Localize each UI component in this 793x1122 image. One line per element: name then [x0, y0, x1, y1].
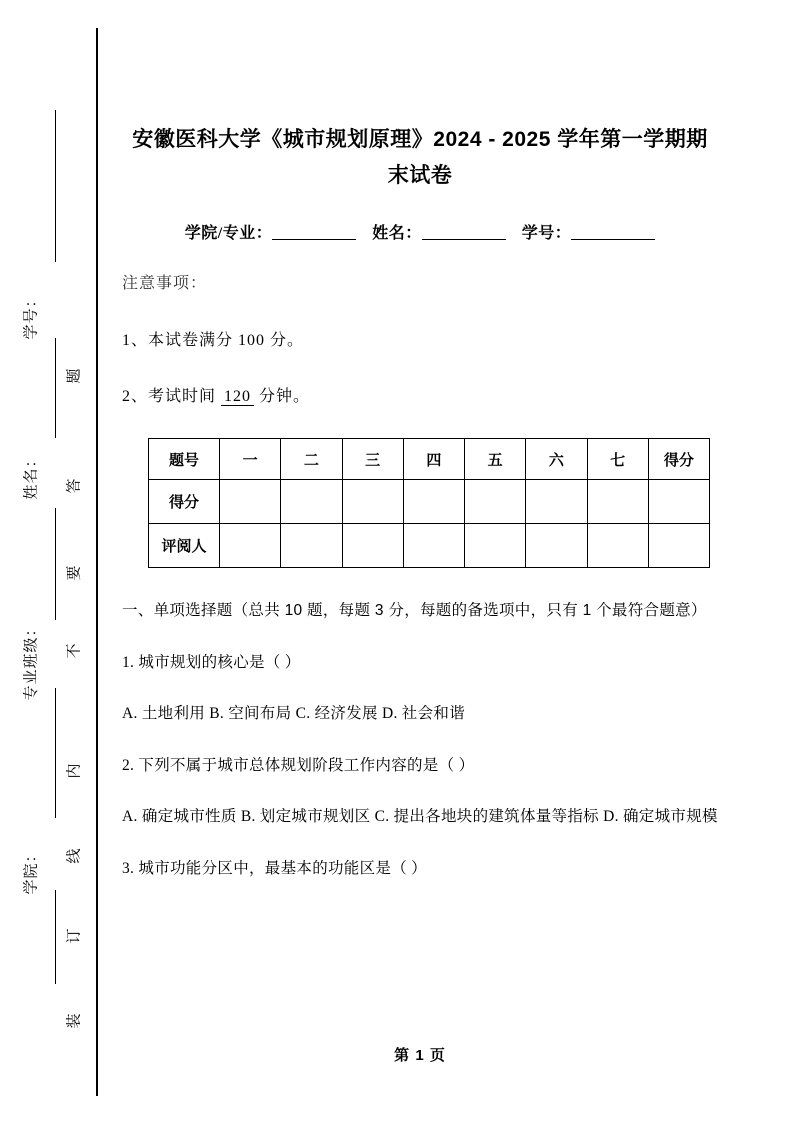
student-id-label: 学号：: [521, 225, 572, 242]
score-table-col-header: 三: [342, 439, 403, 480]
score-table-row-header: 得分: [149, 480, 220, 524]
score-table-cell[interactable]: [220, 524, 281, 568]
seal-outer-label: 专业班级：: [23, 620, 40, 701]
score-table-cell[interactable]: [587, 524, 648, 568]
table-row: [149, 524, 710, 568]
score-table-cell[interactable]: [526, 480, 587, 524]
question-stem: 3. 城市功能分区中，最基本的功能区是（ ）: [122, 860, 427, 877]
seal-inner-rule-segment: [55, 890, 56, 984]
seal-inner-char: 要: [66, 564, 83, 581]
note-item-1: 1、本试卷满分 100 分。: [122, 332, 305, 349]
seal-outer-label: 学院：: [23, 846, 40, 895]
score-table-cell[interactable]: [281, 480, 342, 524]
score-table-col-header: 六: [526, 439, 587, 480]
seal-outer-rule: [96, 28, 98, 1096]
seal-outer-label: 学号：: [23, 291, 40, 340]
score-table-cell[interactable]: [465, 480, 526, 524]
note-item-2-suffix: 分钟。: [254, 388, 311, 405]
score-table-cell[interactable]: [465, 524, 526, 568]
seal-inner-char: 内: [66, 762, 83, 779]
score-table-cell[interactable]: [342, 480, 403, 524]
note-item-2: [122, 355, 718, 411]
seal-inner-rule-segment: [55, 508, 56, 620]
score-table-cell[interactable]: [281, 524, 342, 568]
page-title: 安徽医科大学《城市规划原理》2024 - 2025 学年第一学期期末试卷: [132, 128, 708, 187]
score-table-cell[interactable]: [220, 480, 281, 524]
note-item-2-prefix: 2、考试时间: [122, 388, 222, 405]
name-blank[interactable]: [422, 239, 506, 240]
question-options: A. 土地利用 B. 空间布局 C. 经济发展 D. 社会和谐: [122, 705, 465, 722]
question-stem: 1. 城市规划的核心是（ ）: [122, 654, 301, 671]
score-table-cell[interactable]: [648, 480, 709, 524]
seal-inner-char: 装: [66, 1012, 83, 1029]
table-row: [149, 480, 710, 524]
college-major-blank[interactable]: [272, 239, 356, 240]
score-table-cell[interactable]: [648, 524, 709, 568]
score-table-cell[interactable]: [403, 480, 464, 524]
student-id-blank[interactable]: [571, 239, 655, 240]
seal-margin: [0, 0, 115, 1122]
exam-content: [122, 0, 718, 884]
seal-inner-rule-segment: [55, 110, 56, 262]
seal-outer-label: 姓名：: [23, 451, 40, 500]
score-table-cell[interactable]: [342, 524, 403, 568]
name-label: 姓名：: [372, 225, 422, 242]
score-table-col-header: 七: [587, 439, 648, 480]
seal-inner-char: 不: [66, 642, 83, 659]
score-table-cell[interactable]: [403, 524, 464, 568]
seal-inner-char: 线: [66, 847, 83, 864]
exam-duration-value: 120: [221, 388, 254, 406]
seal-inner-rule-segment: [55, 688, 56, 818]
seal-inner-rule-segment: [55, 338, 56, 438]
score-table-col-header: 二: [281, 439, 342, 480]
notes-heading: 注意事项：: [122, 275, 208, 292]
score-table-col-header: 一: [220, 439, 281, 480]
score-table-row-header: 评阅人: [149, 524, 220, 568]
score-table-col-header: 四: [403, 439, 464, 480]
seal-inner-char: 题: [66, 367, 83, 384]
college-major-label: 学院/专业：: [184, 225, 273, 242]
seal-inner-char: 答: [66, 477, 83, 494]
score-table-cell[interactable]: [587, 480, 648, 524]
score-table: [148, 438, 710, 568]
page-footer: 第 1 页: [394, 1047, 446, 1064]
score-table-col-header: 得分: [648, 439, 709, 480]
score-table-corner-header: 题号: [149, 439, 220, 480]
score-table-col-header: 五: [465, 439, 526, 480]
score-table-cell[interactable]: [526, 524, 587, 568]
question-options: A. 确定城市性质 B. 划定城市规划区 C. 提出各地块的建筑体量等指标 D. 确定城市规模: [122, 808, 718, 825]
table-row: [149, 439, 710, 480]
student-info-row: [122, 220, 718, 243]
section-heading-1: 一、单项选择题（总共 10 题，每题 3 分，每题的备选项中，只有 1 个最符合题意）: [122, 602, 707, 619]
seal-inner-char: 订: [66, 927, 83, 944]
question-list: [122, 627, 718, 884]
question-stem: 2. 下列不属于城市总体规划阶段工作内容的是（ ）: [122, 757, 475, 774]
